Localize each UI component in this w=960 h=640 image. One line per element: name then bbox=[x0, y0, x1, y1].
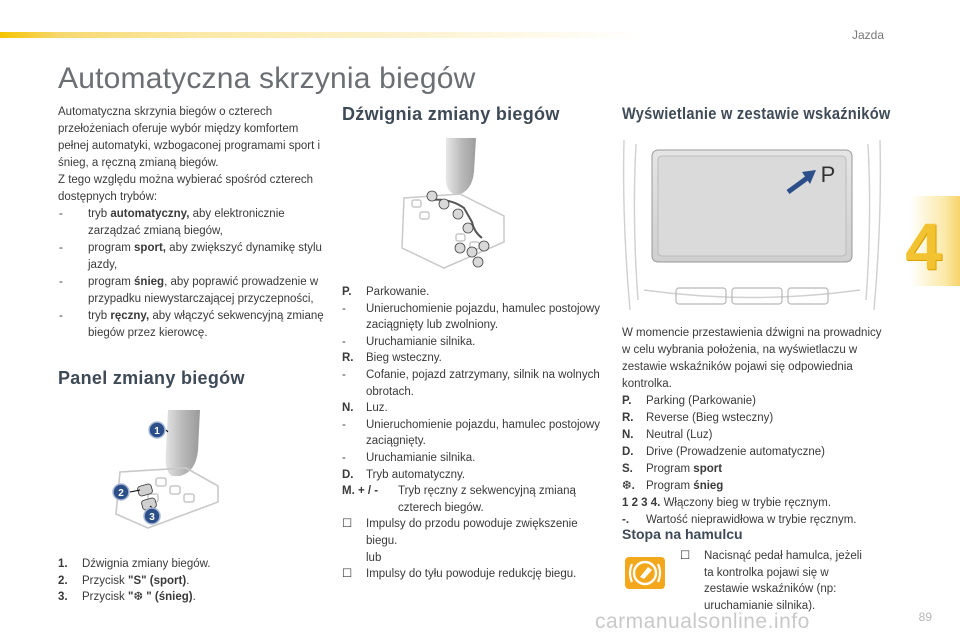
brake-description bbox=[680, 548, 870, 614]
mode-item: - program śnieg, aby poprawić prowadzenie w przypadku niewystarczającej przyczepności, bbox=[59, 276, 319, 305]
top-accent-bar bbox=[0, 32, 960, 38]
legend-item: 3. Przycisk "❆ " (śnieg). bbox=[58, 591, 196, 604]
display-heading: Wyświetlanie w zestawie wskaźników bbox=[622, 104, 891, 123]
lever-legend bbox=[342, 284, 602, 583]
display-description bbox=[622, 325, 884, 529]
legend-item-invalid: -. Wartość nieprawidłowa w trybie ręcznym. bbox=[622, 514, 857, 526]
legend-item-push: ☐ Impulsy do przodu powoduje zwiększenie biegu. bbox=[342, 516, 602, 549]
legend-item: ☐ Nacisnąć pedał hamulca, jeżeli ta kontrolka pojawi się w zestawie wskaźników (np: uruchamianie silnika). bbox=[680, 548, 870, 614]
chapter-number: 4 bbox=[905, 209, 942, 283]
gear-lever-illustration bbox=[400, 138, 510, 273]
intro-section bbox=[58, 104, 328, 342]
legend-item: N. Neutral (Luz) bbox=[622, 429, 713, 441]
legend-item: R. Reverse (Bieg wsteczny) bbox=[622, 412, 774, 424]
display-letter: P bbox=[820, 162, 836, 187]
mode-item: - program sport, aby zwiększyć dynamikę stylu jazdy, bbox=[59, 242, 322, 271]
mode-item: - tryb ręczny, aby włączyć sekwencyjną zmianę biegów przez kierowcę. bbox=[59, 310, 324, 339]
svg-text:2: 2 bbox=[118, 488, 124, 499]
legend-item: 2. Przycisk "S" (sport). bbox=[58, 574, 190, 587]
svg-text:1: 1 bbox=[154, 426, 160, 437]
gear-lever-drawing bbox=[400, 138, 510, 273]
legend-item-pull: ☐ Impulsy do tyłu powoduje redukcję biegu. bbox=[342, 566, 602, 583]
legend-item: P. Parking (Parkowanie) bbox=[622, 395, 756, 407]
legend-item: ❆. Program śnieg bbox=[622, 480, 724, 492]
gear-panel-illustration bbox=[108, 410, 228, 535]
legend-item-or: lub bbox=[366, 551, 382, 564]
legend-item: D. Tryb automatyczny. bbox=[342, 468, 466, 481]
checkbox-bullet-icon: ☐ bbox=[680, 550, 691, 562]
checkbox-bullet-icon: ☐ bbox=[342, 518, 353, 531]
legend-item-gears: 1 2 3 4. Włączony bieg w trybie ręcznym. bbox=[622, 497, 832, 509]
mode-item: - tryb automatyczny, aby elektronicznie zarządzać zmianą biegów, bbox=[59, 208, 285, 237]
instrument-cluster-drawing bbox=[622, 140, 882, 315]
lever-heading: Dźwignia zmiany biegów bbox=[342, 104, 560, 124]
legend-item: N. Luz. bbox=[342, 402, 388, 415]
page-title: Automatyczna skrzynia biegów bbox=[58, 62, 476, 95]
panel-heading: Panel zmiany biegów bbox=[58, 368, 245, 388]
foot-on-brake-icon bbox=[624, 556, 666, 590]
legend-item: D. Drive (Prowadzenie automatyczne) bbox=[622, 446, 825, 458]
gear-panel-drawing bbox=[108, 410, 228, 535]
section-header: Jazda bbox=[851, 28, 884, 42]
panel-legend bbox=[58, 556, 318, 606]
legend-item: R. Bieg wsteczny. bbox=[342, 352, 442, 365]
svg-text:3: 3 bbox=[149, 512, 155, 523]
legend-item: S. Program sport bbox=[622, 463, 723, 475]
legend-item: - Unieruchomienie pojazdu, hamulec postojowy zaciągnięty. bbox=[342, 418, 600, 448]
intro-paragraph: Automatyczna skrzynia biegów o czterech przełożeniach oferuje wybór między komfortem pełnej automatyki, wzbogaconej programami sport i śnieg, a ręczną zmianą biegów. bbox=[58, 106, 321, 169]
legend-item: 1. Dźwignia zmiany biegów. bbox=[58, 558, 211, 570]
legend-item: - Cofanie, pojazd zatrzymany, silnik na wolnych obrotach. bbox=[342, 368, 600, 398]
page-number: 89 bbox=[918, 610, 932, 624]
legend-item-manual: M. + / - Tryb ręczny z sekwencyjną zmianą czterech biegów. bbox=[342, 485, 576, 514]
footer-watermark: carmanualsonline.info bbox=[595, 610, 810, 633]
intro-paragraph-2: Z tego względu można wybierać spośród czterech dostępnych trybów: bbox=[58, 174, 314, 203]
legend-item: - Unieruchomienie pojazdu, hamulec postojowy zaciągnięty lub zwolniony. bbox=[342, 302, 600, 332]
brake-heading: Stopa na hamulcu bbox=[622, 526, 743, 542]
checkbox-bullet-icon: ☐ bbox=[342, 568, 353, 581]
display-intro: W momencie przestawienia dźwigni na prowadnicy w celu wybrania położenia, na wyświetlaczu w zestawie wskaźników pojawi się odpowiednia kontrolka. bbox=[622, 327, 882, 390]
instrument-cluster-illustration bbox=[622, 140, 882, 315]
legend-item: - Uruchamianie silnika. bbox=[342, 451, 476, 464]
legend-item: - Uruchamianie silnika. bbox=[342, 335, 476, 348]
legend-item: P. Parkowanie. bbox=[342, 286, 430, 298]
